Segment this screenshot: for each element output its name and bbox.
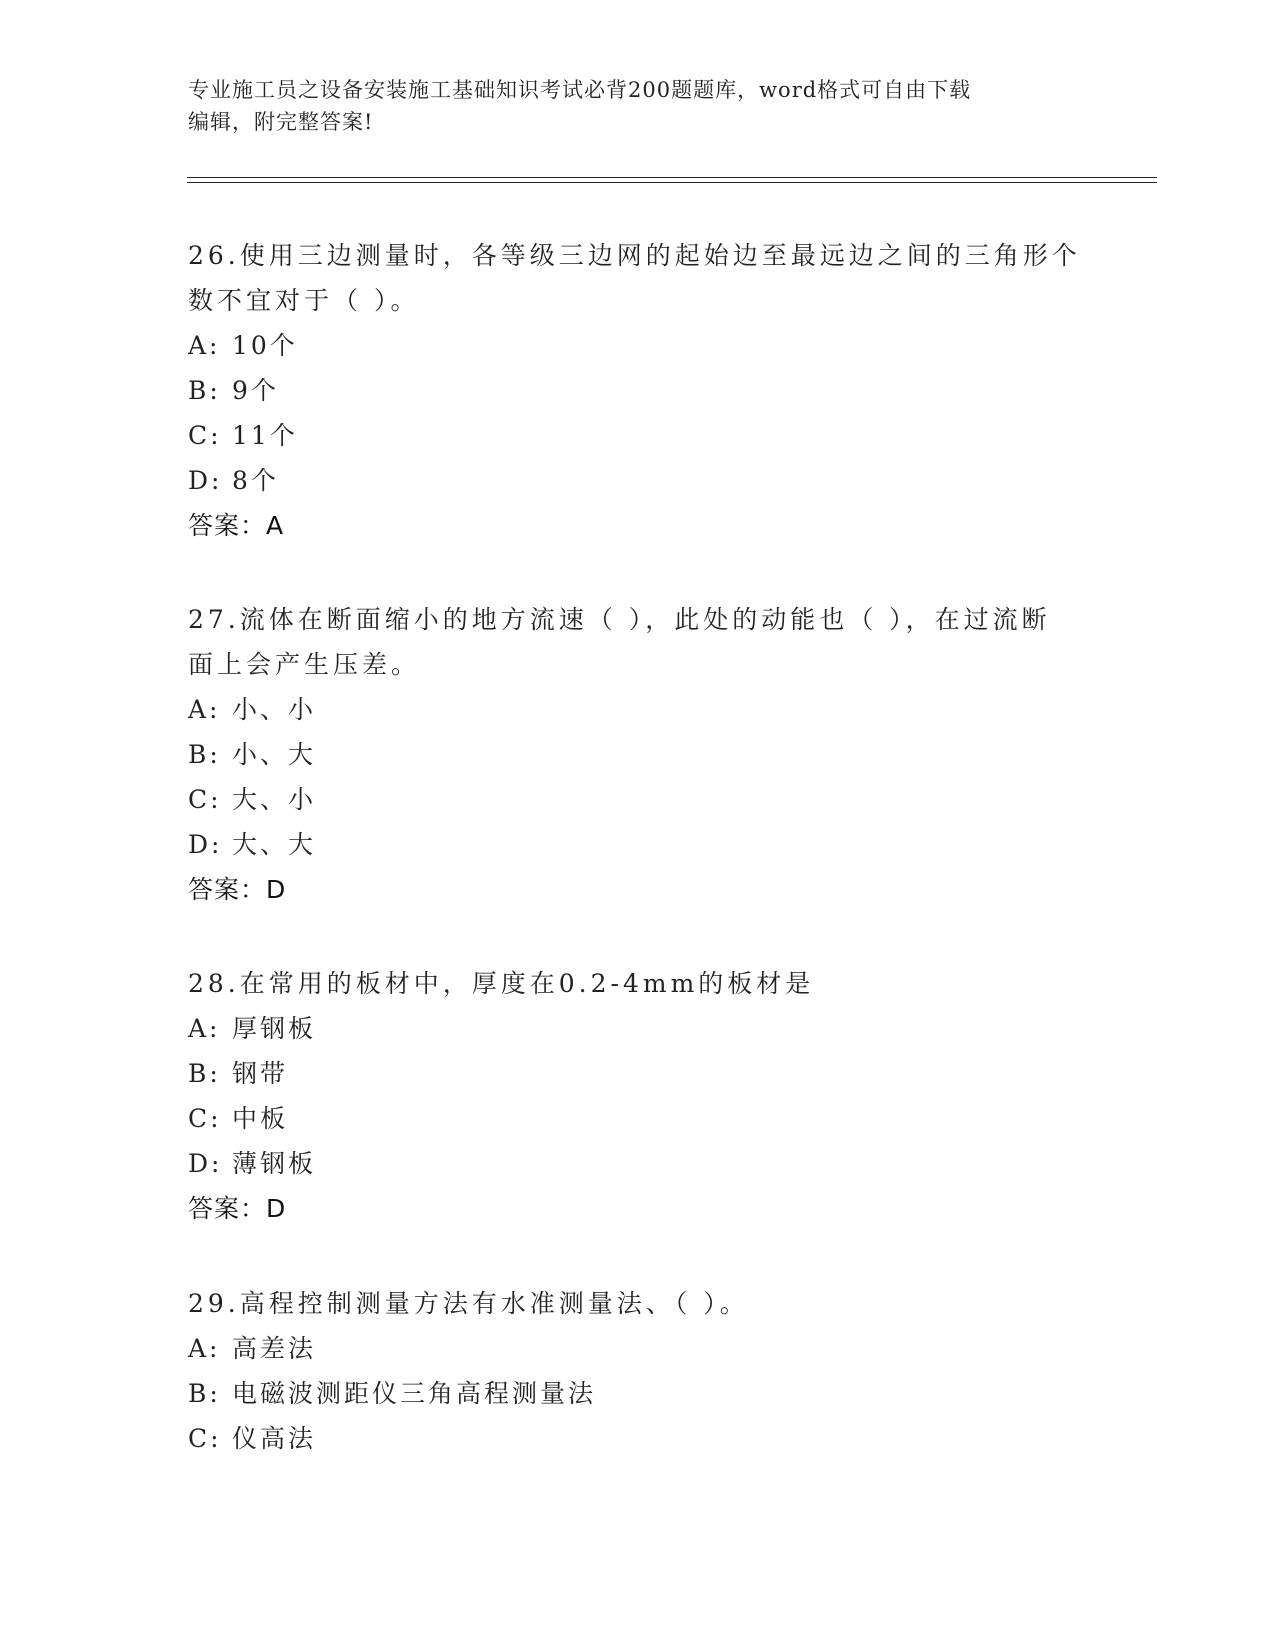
option-key: B: bbox=[188, 1379, 221, 1408]
option-text: 薄钢板 bbox=[232, 1149, 317, 1178]
question-stem bbox=[188, 961, 1088, 1006]
option-key: A: bbox=[188, 695, 221, 724]
option-c bbox=[188, 1416, 1088, 1461]
option-text: 9个 bbox=[232, 376, 279, 405]
answer: 答案：D bbox=[188, 875, 287, 904]
option-text: 钢带 bbox=[232, 1059, 289, 1088]
question-26 bbox=[188, 233, 1088, 548]
header-line-1: 专业施工员之设备安装施工基础知识考试必背200题题库，word格式可自由下载 bbox=[188, 78, 972, 102]
option-c bbox=[188, 777, 1088, 822]
option-key: B: bbox=[188, 376, 221, 405]
option-text: 中板 bbox=[232, 1104, 289, 1133]
question-stem bbox=[188, 1281, 1088, 1326]
option-key: C: bbox=[188, 785, 222, 814]
option-d bbox=[188, 822, 1088, 867]
option-key: D: bbox=[188, 1149, 223, 1178]
option-a bbox=[188, 1326, 1088, 1371]
question-stem-line-2: 数不宜对于（ ）。 bbox=[188, 286, 420, 315]
option-key: C: bbox=[188, 1424, 222, 1453]
option-key: B: bbox=[188, 1059, 221, 1088]
question-stem-line-1: 28.在常用的板材中，厚度在0.2-4mm的板材是 bbox=[188, 969, 815, 998]
option-b bbox=[188, 732, 1088, 777]
option-text: 仪高法 bbox=[232, 1424, 317, 1453]
option-key: B: bbox=[188, 740, 221, 769]
option-d bbox=[188, 1141, 1088, 1186]
option-a bbox=[188, 1006, 1088, 1051]
option-text: 小、小 bbox=[232, 695, 317, 724]
question-stem bbox=[188, 233, 1088, 323]
option-key: A: bbox=[188, 1334, 221, 1363]
question-stem-line-2: 面上会产生压差。 bbox=[188, 650, 421, 679]
option-key: A: bbox=[188, 331, 221, 360]
option-text: 高差法 bbox=[232, 1334, 317, 1363]
option-key: A: bbox=[188, 1014, 221, 1043]
option-c bbox=[188, 1096, 1088, 1141]
option-c bbox=[188, 413, 1088, 458]
option-text: 大、小 bbox=[232, 785, 317, 814]
option-key: D: bbox=[188, 466, 223, 495]
option-text: 11个 bbox=[232, 421, 298, 450]
question-stem bbox=[188, 597, 1088, 687]
option-text: 小、大 bbox=[232, 740, 317, 769]
header-rule-bottom bbox=[187, 182, 1157, 183]
option-key: D: bbox=[188, 830, 223, 859]
header-line-2: 编辑，附完整答案! bbox=[188, 110, 374, 134]
answer: 答案：A bbox=[188, 511, 285, 540]
option-a bbox=[188, 687, 1088, 732]
option-text: 10个 bbox=[232, 331, 298, 360]
header-rule-top bbox=[187, 177, 1157, 178]
question-27 bbox=[188, 597, 1088, 912]
option-text: 电磁波测距仪三角高程测量法 bbox=[232, 1379, 597, 1408]
option-key: C: bbox=[188, 1104, 222, 1133]
option-b bbox=[188, 1051, 1088, 1096]
question-28 bbox=[188, 961, 1088, 1231]
option-b bbox=[188, 1371, 1088, 1416]
question-stem-line-1: 27.流体在断面缩小的地方流速（ ），此处的动能也（ ），在过流断 bbox=[188, 605, 1051, 634]
question-stem-line-1: 26.使用三边测量时，各等级三边网的起始边至最远边之间的三角形个 bbox=[188, 241, 1081, 270]
option-key: C: bbox=[188, 421, 222, 450]
option-d bbox=[188, 458, 1088, 503]
document-header bbox=[188, 74, 1068, 138]
answer: 答案：D bbox=[188, 1194, 287, 1223]
option-text: 8个 bbox=[232, 466, 279, 495]
question-stem-line-1: 29.高程控制测量方法有水准测量法、（ ）。 bbox=[188, 1289, 749, 1318]
option-b bbox=[188, 368, 1088, 413]
option-text: 厚钢板 bbox=[232, 1014, 317, 1043]
option-text: 大、大 bbox=[232, 830, 317, 859]
option-a bbox=[188, 323, 1088, 368]
question-29 bbox=[188, 1281, 1088, 1461]
